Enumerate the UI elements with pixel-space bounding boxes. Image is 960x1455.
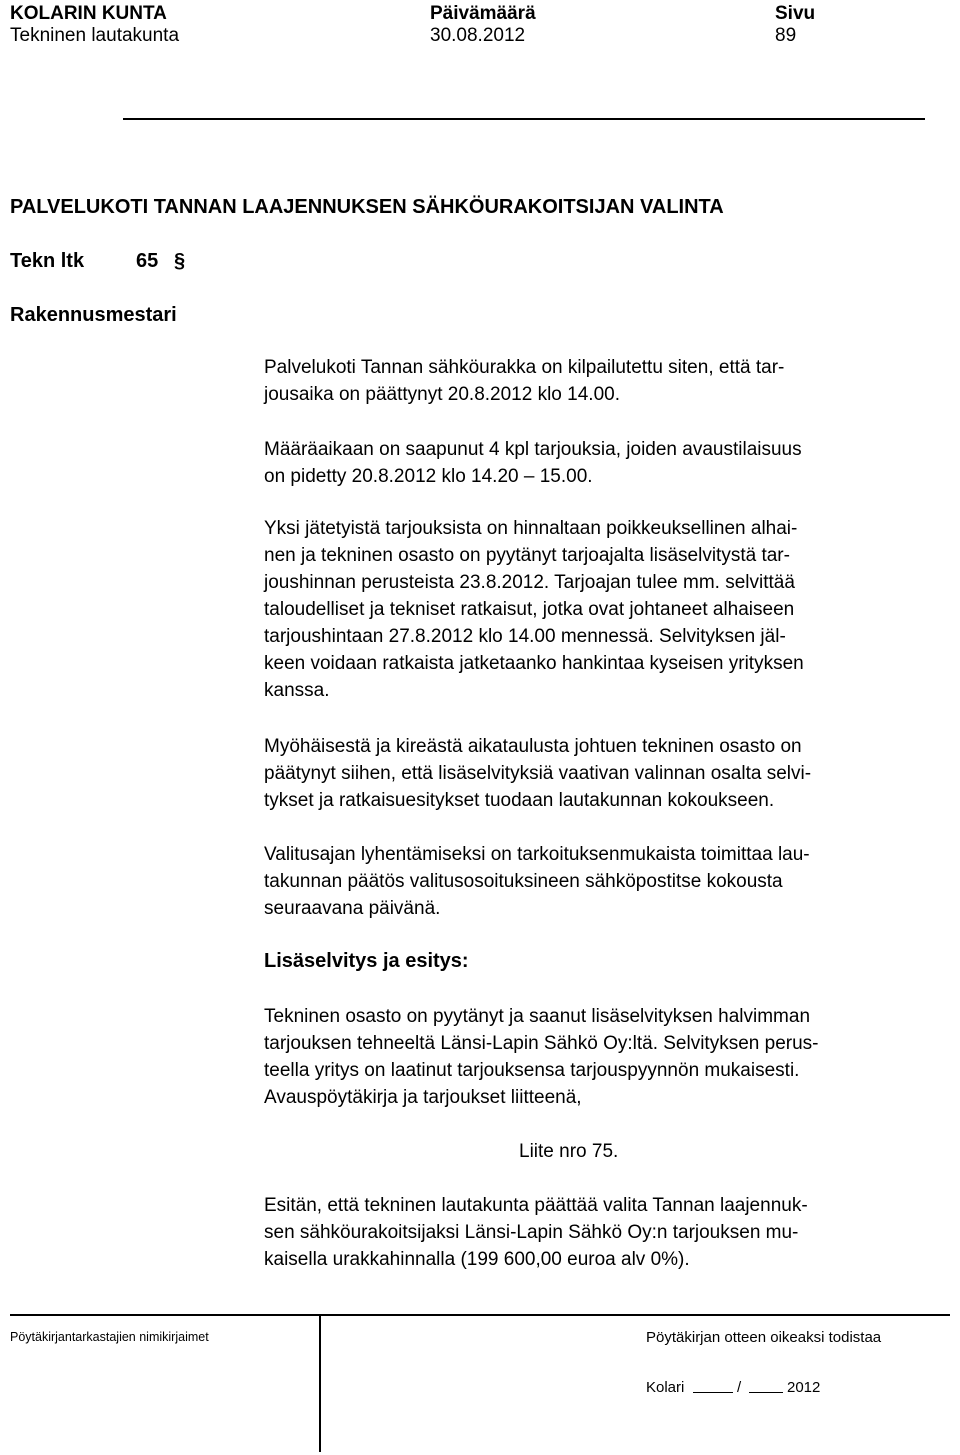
text-line: Valitusajan lyhentämiseksi on tarkoituksenmukaista toimittaa lau- <box>264 844 810 865</box>
text-line: Avauspöytäkirja ja tarjoukset liitteenä, <box>264 1087 582 1108</box>
text-line: Tekninen osasto on pyytänyt ja saanut lisäselvityksen halvimman <box>264 1006 811 1027</box>
text-line: tykset ja ratkaisuesitykset tuodaan lautakunnan kokoukseen. <box>264 790 775 811</box>
text-line: kaisella urakkahinnalla (199 600,00 euroa alv 0%). <box>264 1249 690 1270</box>
month-blank <box>749 1392 783 1393</box>
section-mark: § <box>174 250 186 272</box>
text-line: tarjouksen tehneeltä Länsi-Lapin Sähkö Oy:ltä. Selvityksen perus- <box>264 1033 819 1054</box>
text-line: Myöhäisestä ja kireästä aikataulusta johtuen tekninen osasto on <box>264 736 802 757</box>
footer-place: Kolari <box>646 1379 685 1396</box>
footer-year: 2012 <box>787 1379 821 1396</box>
footer-slash: / <box>737 1379 742 1396</box>
text-line: Esitän, että tekninen lautakunta päättää valita Tannan laajennuk- <box>264 1195 808 1216</box>
subheading: Lisäselvitys ja esitys: <box>264 950 469 972</box>
text-line: Palvelukoti Tannan sähköurakka on kilpailutettu siten, että tar- <box>264 357 785 378</box>
footer-divider <box>10 1314 950 1316</box>
preparer-heading: Rakennusmestari <box>10 304 177 326</box>
page-title: PALVELUKOTI TANNAN LAAJENNUKSEN SÄHKÖURAKOITSIJAN VALINTA <box>10 196 724 218</box>
text-line: on pidetty 20.8.2012 klo 14.20 ‒ 15.00. <box>264 466 593 487</box>
text-line: joushinnan perusteista 23.8.2012. Tarjoajan tulee mm. selvittää <box>264 572 795 593</box>
header-divider <box>123 118 925 120</box>
text-line: teella yritys on laatinut tarjouksensa tarjouspyynnön mukaisesti. <box>264 1060 800 1081</box>
paragraph-2 <box>264 436 934 490</box>
section-ref: Tekn ltk <box>10 250 85 272</box>
footer-left-label: Pöytäkirjantarkastajien nimikirjaimet <box>10 1330 209 1344</box>
attachment-ref: Liite nro 75. <box>519 1141 619 1162</box>
paragraph-5 <box>264 841 934 922</box>
date-value: 30.08.2012 <box>430 25 526 46</box>
paragraph-1 <box>264 354 934 408</box>
section-number: 65 <box>136 250 159 272</box>
text-line: keen voidaan ratkaista jatketaanko hankintaa kyseisen yrityksen <box>264 653 804 674</box>
text-line: taloudelliset ja tekniset ratkaisut, jotka ovat johtaneet alhaiseen <box>264 599 795 620</box>
text-line: Yksi jätetyistä tarjouksista on hinnaltaan poikkeuksellinen alhai- <box>264 518 798 539</box>
day-blank <box>693 1392 733 1393</box>
department-name: Tekninen lautakunta <box>10 25 180 46</box>
text-line: kanssa. <box>264 680 330 701</box>
footer-right-label: Pöytäkirjan otteen oikeaksi todistaa <box>646 1329 882 1346</box>
paragraph-6 <box>264 1003 934 1111</box>
text-line: päätynyt siihen, että lisäselvityksiä vaativan valinnan osalta selvi- <box>264 763 812 784</box>
text-line: tarjoushintaan 27.8.2012 klo 14.00 mennessä. Selvityksen jäl- <box>264 626 786 647</box>
page-label: Sivu <box>775 3 816 24</box>
text-line: jousaika on päättynyt 20.8.2012 klo 14.00. <box>264 384 620 405</box>
text-line: Määräaikaan on saapunut 4 kpl tarjouksia, joiden avaustilaisuus <box>264 439 802 460</box>
footer-column-divider <box>319 1316 321 1452</box>
date-label: Päivämäärä <box>430 3 536 24</box>
page-number: 89 <box>775 25 797 46</box>
text-line: takunnan päätös valitusosoituksineen sähköpostitse kokousta <box>264 871 783 892</box>
org-name: KOLARIN KUNTA <box>10 3 167 24</box>
proposal <box>264 1192 934 1273</box>
text-line: sen sähköurakoitsijaksi Länsi-Lapin Sähkö Oy:n tarjouksen mu- <box>264 1222 799 1243</box>
paragraph-4 <box>264 733 934 814</box>
text-line: nen ja tekninen osasto on pyytänyt tarjoajalta lisäselvitystä tar- <box>264 545 790 566</box>
text-line: seuraavana päivänä. <box>264 898 441 919</box>
paragraph-3 <box>264 515 934 704</box>
